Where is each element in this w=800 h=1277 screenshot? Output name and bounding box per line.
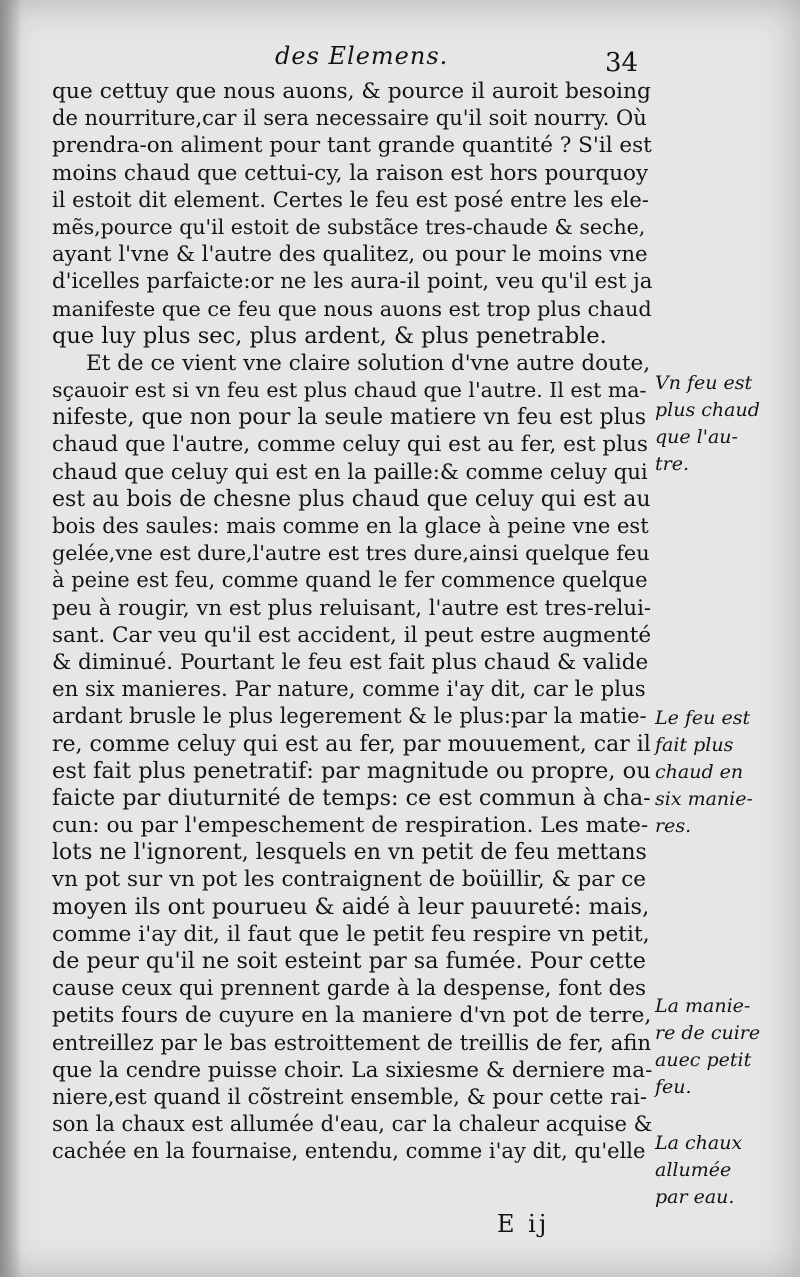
text-line: est fait plus penetratif: par magnitude ou propre, ou bbox=[52, 757, 651, 784]
main-text-block bbox=[52, 78, 652, 1166]
margin-note-line: chaud en bbox=[655, 761, 744, 783]
text-line: d'icelles parfaicte:or ne les aura-il point, veu qu'il est ja bbox=[52, 269, 653, 295]
text-line: entreillez par le bas estroittement de treillis de fer, afin bbox=[52, 1030, 652, 1056]
text-line: cause ceux qui prennent garde à la despense, font des bbox=[52, 976, 647, 1002]
margin-note-line: fait plus bbox=[655, 734, 734, 756]
text-line: & diminué. Pourtant le feu est fait plus chaud & valide bbox=[52, 649, 649, 675]
text-line: de nourriture,car il sera necessaire qu'il soit nourry. Où bbox=[52, 106, 647, 131]
page-header bbox=[0, 42, 800, 82]
running-head: des Elemens. bbox=[275, 42, 449, 70]
text-line: chaud que celuy qui est en la paille:& comme celuy qui bbox=[52, 459, 648, 485]
text-line: prendra-on aliment pour tant grande quantité ? S'il est bbox=[52, 133, 652, 159]
text-line: re, comme celuy qui est au fer, par mouuement, car il bbox=[52, 731, 651, 757]
signature-mark: E ij bbox=[497, 1210, 550, 1238]
text-line: ardant brusle le plus legerement & le plus:par la matie- bbox=[52, 704, 647, 729]
text-line: en six manieres. Par nature, comme i'ay dit, car le plus bbox=[52, 677, 646, 703]
margin-note-line: La chaux bbox=[655, 1132, 743, 1154]
text-line: comme i'ay dit, il faut que le petit feu respire vn petit, bbox=[52, 921, 650, 947]
margin-note-line: Vn feu est bbox=[655, 372, 753, 394]
text-line: manifeste que ce feu que nous auons est trop plus chaud bbox=[52, 296, 652, 321]
text-line: cachée en la fournaise, entendu, comme i'ay dit, qu'elle bbox=[52, 1139, 646, 1164]
text-line: à peine est feu, comme quand le fer commence quelque bbox=[52, 568, 648, 593]
margin-note-line: res. bbox=[655, 815, 692, 837]
margin-note-line: par eau. bbox=[655, 1186, 735, 1208]
margin-note-line: tre. bbox=[655, 453, 690, 475]
text-line: chaud que l'autre, comme celuy qui est au fer, est plus bbox=[52, 432, 648, 458]
text-line: niere,est quand il cõstreint ensemble, & pour cette rai- bbox=[52, 1084, 648, 1110]
margin-note-line: Le feu est bbox=[655, 707, 751, 729]
margin-note bbox=[655, 705, 795, 840]
text-line: que luy plus sec, plus ardent, & plus penetrable. bbox=[52, 322, 607, 349]
margin-note bbox=[655, 1130, 795, 1211]
margin-note-line: plus chaud bbox=[655, 399, 760, 421]
text-line: faicte par diuturnité de temps: ce est commun à cha- bbox=[52, 784, 651, 811]
margin-note bbox=[655, 370, 795, 478]
text-line: de peur qu'il ne soit esteint par sa fumée. Pour cette bbox=[52, 948, 646, 974]
text-line: peu à rougir, vn est plus reluisant, l'autre est tres-relui- bbox=[52, 595, 652, 621]
text-line: vn pot sur vn pot les contraignent de boüillir, & par ce bbox=[52, 867, 646, 893]
text-line: Et de ce vient vne claire solution d'vne autre doute, bbox=[86, 350, 651, 376]
margin-note-line: six manie- bbox=[655, 788, 753, 810]
text-line: lots ne l'ignorent, lesquels en vn petit de feu mettans bbox=[52, 840, 647, 866]
page-number: 34 bbox=[605, 48, 639, 78]
text-line: gelée,vne est dure,l'autre est tres dure,ainsi quelque feu bbox=[52, 541, 650, 566]
text-line: nifeste, que non pour la seule matiere vn feu est plus bbox=[52, 405, 647, 431]
text-line: que la cendre puisse choir. La sixiesme & derniere ma- bbox=[52, 1057, 653, 1083]
text-line: sçauoir est si vn feu est plus chaud que l'autre. Il est ma- bbox=[52, 378, 647, 403]
text-line: son la chaux est allumée d'eau, car la chaleur acquise & bbox=[52, 1112, 653, 1137]
text-line: sant. Car veu qu'il est accident, il peut estre augmenté bbox=[52, 622, 652, 648]
margin-note bbox=[655, 993, 795, 1101]
text-line: ayant l'vne & l'autre des qualitez, ou pour le moins vne bbox=[52, 242, 648, 268]
margin-note-line: que l'au- bbox=[655, 426, 738, 448]
text-line: bois des saules: mais comme en la glace à peine vne est bbox=[52, 514, 649, 538]
text-line: mẽs,pource qu'il estoit de substãce tres-chaude & seche, bbox=[52, 214, 646, 239]
text-line: petits fours de cuyure en la maniere d'vn pot de terre, bbox=[52, 1003, 652, 1029]
margin-note-line: allumée bbox=[655, 1159, 732, 1181]
margin-note-line: La manie- bbox=[655, 995, 751, 1017]
text-line: que cettuy que nous auons, & pource il auroit besoing bbox=[52, 79, 651, 104]
margin-note-line: re de cuire bbox=[655, 1022, 761, 1044]
margin-note-line: feu. bbox=[655, 1076, 692, 1098]
text-line: moyen ils ont pourueu & aidé à leur pauureté: mais, bbox=[52, 893, 650, 920]
text-line: il estoit dit element. Certes le feu est posé entre les ele- bbox=[52, 187, 649, 212]
text-line: moins chaud que cettui-cy, la raison est hors pourquoy bbox=[52, 160, 649, 186]
margin-note-line: auec petit bbox=[655, 1049, 752, 1071]
text-line: est au bois de chesne plus chaud que celuy qui est au bbox=[52, 486, 651, 512]
text-line: cun: ou par l'empeschement de respiration. Les mate- bbox=[52, 813, 649, 839]
